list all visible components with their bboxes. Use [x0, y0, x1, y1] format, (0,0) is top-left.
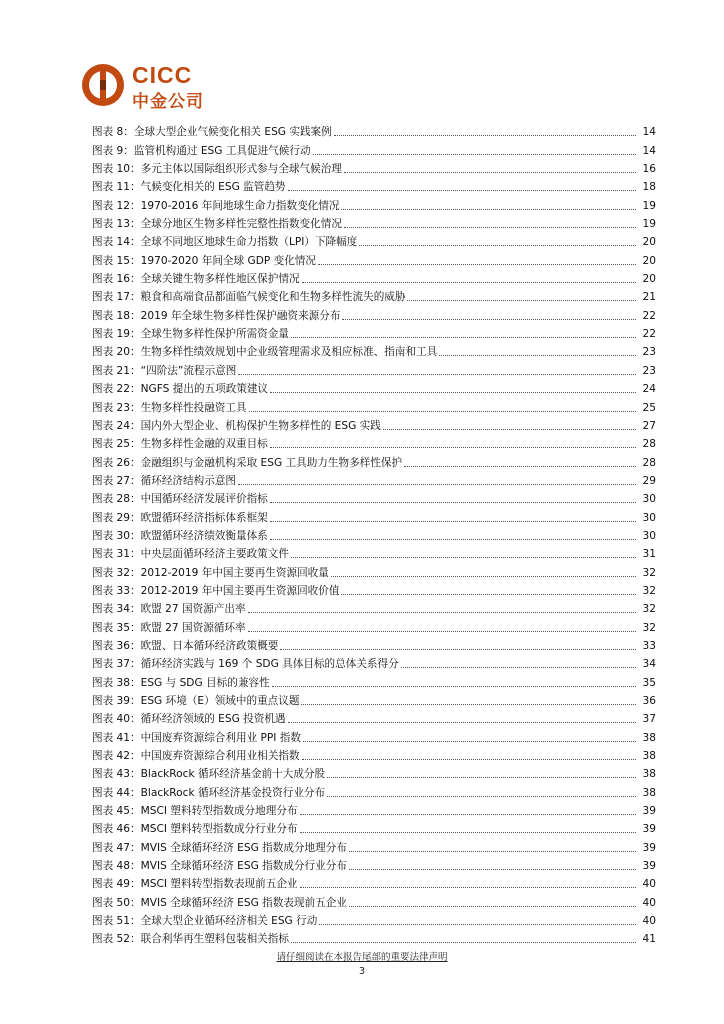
toc-entry[interactable] — [92, 451, 656, 469]
toc-entry[interactable] — [92, 231, 656, 249]
dot-leader — [238, 373, 636, 375]
toc-entry-label: 图表 37：循环经济实践与 169 个 SDG 具体目标的总体关系得分 — [92, 658, 399, 671]
toc-entry[interactable] — [92, 415, 656, 433]
toc-entry[interactable] — [92, 818, 656, 836]
toc-entry-label: 图表 13：全球分地区生物多样性完整性指数变化情况 — [92, 218, 342, 231]
toc-entry[interactable] — [92, 781, 656, 799]
legal-notice[interactable] — [0, 949, 724, 963]
toc-entry[interactable] — [92, 396, 656, 414]
toc-entry-page: 30 — [642, 511, 656, 524]
toc-entry-label: 图表 22：NGFS 提出的五项政策建议 — [92, 383, 269, 396]
toc-entry-page: 22 — [642, 328, 656, 341]
toc-entry[interactable] — [92, 506, 656, 524]
toc-entry-page: 34 — [642, 658, 656, 671]
dot-leader — [272, 685, 636, 687]
toc-entry-page: 14 — [642, 126, 656, 139]
toc-entry-label: 图表 49：MSCI 塑料转型指数表现前五企业 — [92, 878, 298, 891]
dot-leader — [404, 465, 636, 467]
toc-entry[interactable] — [92, 121, 656, 139]
toc-entry-label: 图表 38：ESG 与 SDG 目标的兼容性 — [92, 676, 270, 689]
toc-entry-label: 图表 15：1970-2020 年间全球 GDP 变化情况 — [92, 254, 316, 267]
dot-leader — [319, 923, 636, 925]
dot-leader — [327, 776, 636, 778]
toc-entry-label: 图表 36：欧盟、日本循环经济政策概要 — [92, 639, 279, 652]
toc-entry[interactable] — [92, 891, 656, 909]
dot-leader — [291, 336, 636, 338]
toc-entry[interactable] — [92, 249, 656, 267]
toc-entry-page: 16 — [642, 163, 656, 176]
toc-entry[interactable] — [92, 543, 656, 561]
company-logo — [80, 62, 240, 112]
toc-entry-page: 32 — [642, 584, 656, 597]
toc-entry-label: 图表 19：全球生物多样性保护所需资金量 — [92, 328, 289, 341]
toc-entry-label: 图表 47：MVIS 全球循环经济 ESG 指数成分地理分布 — [92, 841, 347, 854]
toc-entry-label: 图表 26：金融组织与金融机构采取 ESG 工具助力生物多样性保护 — [92, 456, 403, 469]
dot-leader — [341, 208, 636, 210]
table-of-figures — [92, 121, 656, 946]
toc-entry-page: 23 — [642, 346, 656, 359]
toc-entry-label: 图表 48：MVIS 全球循环经济 ESG 指数成分行业分布 — [92, 860, 347, 873]
legal-notice-link[interactable]: 请仔细阅读在本报告尾部的重要法律声明 — [276, 952, 448, 963]
toc-entry-page: 40 — [642, 896, 656, 909]
toc-entry-page: 19 — [642, 218, 656, 231]
toc-entry-page: 39 — [642, 860, 656, 873]
toc-entry-page: 39 — [642, 841, 656, 854]
dot-leader — [349, 850, 636, 852]
toc-entry-page: 33 — [642, 639, 656, 652]
toc-entry-page: 40 — [642, 915, 656, 928]
toc-entry[interactable] — [92, 561, 656, 579]
dot-leader — [334, 134, 636, 136]
toc-entry-label: 图表 39：ESG 环境（E）领域中的重点议题 — [92, 695, 300, 707]
dot-leader — [303, 740, 636, 742]
toc-entry-page: 22 — [642, 309, 656, 322]
toc-entry-page: 38 — [642, 768, 656, 781]
toc-entry-label: 图表 28：中国循环经济发展评价指标 — [92, 493, 268, 506]
dot-leader — [238, 483, 636, 485]
toc-entry[interactable] — [92, 213, 656, 231]
toc-entry-label: 图表 41：中国废弃资源综合利用业 PPI 指数 — [92, 731, 301, 744]
toc-entry[interactable] — [92, 836, 656, 854]
toc-entry[interactable] — [92, 433, 656, 451]
dot-leader — [302, 758, 636, 760]
toc-entry[interactable] — [92, 341, 656, 359]
toc-entry-page: 27 — [642, 419, 656, 432]
toc-entry[interactable] — [92, 598, 656, 616]
toc-entry-page: 20 — [642, 236, 656, 249]
toc-entry-label: 图表 45：MSCI 塑料转型指数成分地理分布 — [92, 805, 298, 818]
toc-entry-label: 图表 52：联合利华再生塑料包装相关指标 — [92, 933, 289, 946]
toc-entry-label: 图表 23：生物多样性投融资工具 — [92, 401, 247, 414]
toc-entry[interactable] — [92, 580, 656, 598]
dot-leader — [288, 189, 636, 191]
toc-entry[interactable] — [92, 359, 656, 377]
toc-entry-page: 19 — [642, 199, 656, 212]
dot-leader — [248, 630, 636, 632]
toc-entry[interactable] — [92, 910, 656, 928]
toc-entry-label: 图表 18：2019 年全球生物多样性保护融资来源分布 — [92, 309, 341, 322]
toc-entry-page: 32 — [642, 566, 656, 579]
dot-leader — [270, 446, 636, 448]
toc-entry[interactable] — [92, 268, 656, 286]
toc-entry-page: 41 — [642, 933, 656, 946]
logo-chinese: 中金公司 — [132, 92, 204, 112]
toc-entry[interactable] — [92, 323, 656, 341]
toc-entry[interactable] — [92, 873, 656, 891]
toc-entry-label: 图表 51：全球大型企业循环经济相关 ESG 行动 — [92, 915, 318, 928]
dot-leader — [300, 831, 636, 833]
toc-entry-page: 28 — [642, 438, 656, 451]
toc-entry-page: 29 — [642, 474, 656, 487]
toc-entry[interactable] — [92, 176, 656, 194]
toc-entry[interactable] — [92, 855, 656, 873]
toc-entry-label: 图表 34：欧盟 27 国资源产出率 — [92, 603, 246, 616]
toc-entry-label: 图表 46：MSCI 塑料转型指数成分行业分布 — [92, 823, 298, 836]
toc-entry[interactable] — [92, 470, 656, 488]
dot-leader — [270, 501, 636, 503]
dot-leader — [331, 575, 636, 577]
dot-leader — [359, 244, 636, 246]
toc-entry-page: 39 — [642, 823, 656, 836]
toc-entry-page: 37 — [642, 713, 656, 726]
toc-entry[interactable] — [92, 616, 656, 634]
toc-entry-page: 25 — [642, 401, 656, 414]
dot-leader — [349, 905, 636, 907]
dot-leader — [300, 813, 636, 815]
toc-entry-page: 30 — [642, 529, 656, 542]
toc-entry[interactable] — [92, 158, 656, 176]
dot-leader — [280, 648, 636, 650]
dot-leader — [270, 391, 636, 393]
toc-entry-page: 24 — [642, 383, 656, 396]
dot-leader — [401, 666, 636, 668]
toc-entry-page: 31 — [642, 548, 656, 561]
dot-leader — [249, 410, 636, 412]
toc-entry-label: 图表 31：中央层面循环经济主要政策文件 — [92, 548, 289, 561]
dot-leader — [301, 703, 636, 705]
toc-entry[interactable] — [92, 763, 656, 781]
toc-entry-page: 14 — [642, 144, 656, 157]
toc-entry-label: 图表 14：全球不同地区地球生命力指数（LPI）下降幅度 — [92, 236, 358, 249]
toc-entry-label: 图表 17：粮食和高端食品都面临气候变化和生物多样性流失的威胁 — [92, 291, 406, 304]
toc-entry[interactable] — [92, 378, 656, 396]
toc-entry-label: 图表 11：气候变化相关的 ESG 监管趋势 — [92, 181, 286, 194]
dot-leader — [270, 520, 636, 522]
toc-entry[interactable] — [92, 745, 656, 763]
toc-entry-label: 图表 33：2012-2019 年中国主要再生资源回收价值 — [92, 584, 340, 597]
toc-entry-label: 图表 43：BlackRock 循环经济基金前十大成分股 — [92, 768, 326, 781]
dot-leader — [302, 281, 636, 283]
toc-entry-page: 18 — [642, 181, 656, 194]
toc-entry-page: 38 — [642, 750, 656, 763]
toc-entry-page: 23 — [642, 364, 656, 377]
dot-leader — [300, 886, 636, 888]
toc-entry-label: 图表 20：生物多样性绩效规划中企业级管理需求及相应标准、指南和工具 — [92, 346, 438, 359]
toc-entry-page: 39 — [642, 805, 656, 818]
dot-leader — [248, 611, 636, 613]
toc-entry-label: 图表 24：国内外大型企业、机构保护生物多样性的 ESG 实践 — [92, 419, 381, 432]
dot-leader — [327, 795, 636, 797]
dot-leader — [344, 226, 636, 228]
toc-entry-page: 28 — [642, 456, 656, 469]
toc-entry-page: 36 — [642, 695, 656, 707]
dot-leader — [407, 299, 636, 301]
toc-entry-page: 32 — [642, 603, 656, 616]
dot-leader — [383, 428, 636, 430]
dot-leader — [341, 593, 636, 595]
toc-entry-label: 图表 25：生物多样性金融的双重目标 — [92, 438, 268, 451]
dot-leader — [344, 171, 636, 173]
toc-entry-page: 40 — [642, 878, 656, 891]
toc-entry-label: 图表 8：全球大型企业气候变化相关 ESG 实践案例 — [92, 126, 332, 139]
toc-entry-label: 图表 21：“四阶法”流程示意图 — [92, 364, 237, 377]
toc-entry[interactable] — [92, 800, 656, 818]
toc-entry-page: 30 — [642, 493, 656, 506]
toc-entry[interactable] — [92, 671, 656, 689]
toc-entry-label: 图表 40：循环经济领域的 ESG 投资机遇 — [92, 713, 286, 726]
toc-entry-label: 图表 16：全球关键生物多样性地区保护情况 — [92, 273, 300, 286]
toc-entry-page: 38 — [642, 731, 656, 744]
dot-leader — [349, 868, 636, 870]
toc-entry-label: 图表 27：循环经济结构示意图 — [92, 474, 236, 487]
toc-entry[interactable] — [92, 690, 656, 708]
dot-leader — [313, 153, 636, 155]
toc-entry-page: 20 — [642, 273, 656, 286]
toc-entry[interactable] — [92, 488, 656, 506]
toc-entry-page: 32 — [642, 621, 656, 634]
dot-leader — [318, 263, 636, 265]
toc-entry[interactable] — [92, 194, 656, 212]
toc-entry[interactable] — [92, 525, 656, 543]
toc-entry-page: 35 — [642, 676, 656, 689]
toc-entry[interactable] — [92, 928, 656, 946]
toc-entry-page: 20 — [642, 254, 656, 267]
toc-entry-label: 图表 12：1970-2016 年间地球生命力指数变化情况 — [92, 199, 340, 212]
dot-leader — [288, 721, 636, 723]
toc-entry-label: 图表 32：2012-2019 年中国主要再生资源回收量 — [92, 566, 329, 579]
toc-entry-label: 图表 42：中国废弃资源综合利用业相关指数 — [92, 750, 300, 763]
toc-entry-page: 38 — [642, 786, 656, 799]
dot-leader — [291, 941, 636, 943]
toc-entry[interactable] — [92, 653, 656, 671]
toc-entry-label: 图表 44：BlackRock 循环经济基金投资行业分布 — [92, 786, 326, 799]
toc-entry-page: 21 — [642, 291, 656, 304]
toc-entry-label: 图表 29：欧盟循环经济指标体系框架 — [92, 511, 268, 524]
toc-entry-label: 图表 50：MVIS 全球循环经济 ESG 指数表现前五企业 — [92, 896, 347, 909]
cicc-circle-logo-icon — [80, 62, 126, 108]
page-number: 3 — [358, 966, 366, 977]
toc-entry-label: 图表 30：欧盟循环经济绩效衡量体系 — [92, 529, 268, 542]
dot-leader — [439, 354, 636, 356]
dot-leader — [291, 556, 636, 558]
toc-entry[interactable] — [92, 139, 656, 157]
toc-entry[interactable] — [92, 708, 656, 726]
toc-entry[interactable] — [92, 635, 656, 653]
toc-entry[interactable] — [92, 726, 656, 744]
dot-leader — [270, 538, 636, 540]
logo-english: CICC — [132, 62, 193, 88]
toc-entry[interactable] — [92, 304, 656, 322]
toc-entry-label: 图表 9：监管机构通过 ESG 工具促进气候行动 — [92, 144, 311, 157]
toc-entry-label: 图表 10：多元主体以国际组织形式参与全球气候治理 — [92, 163, 342, 176]
toc-entry[interactable] — [92, 286, 656, 304]
dot-leader — [342, 318, 636, 320]
toc-entry-label: 图表 35：欧盟 27 国资源循环率 — [92, 621, 246, 634]
